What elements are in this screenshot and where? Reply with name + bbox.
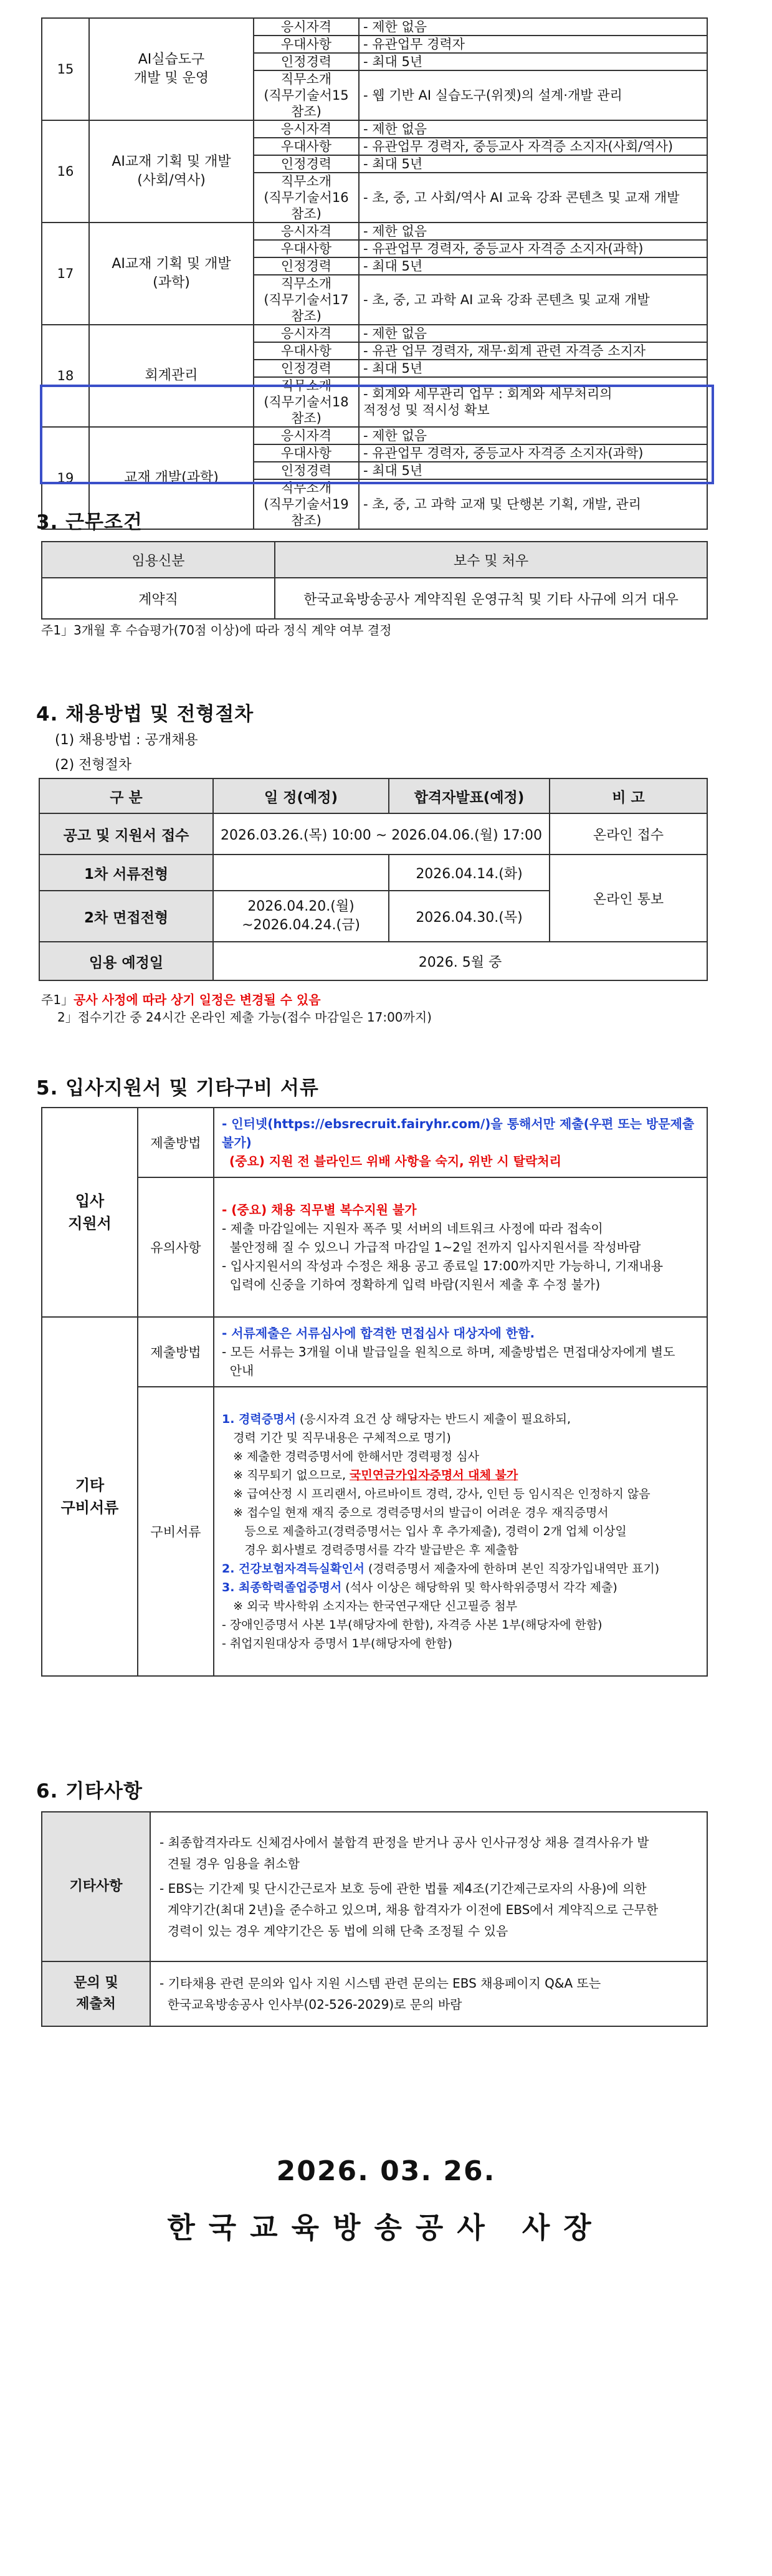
recruit-item-value: - 제한 없음 [359,223,707,240]
other-docs-label: 기타 구비서류 [42,1317,138,1676]
recruit-item-value: - 유관 업무 경력자, 재무·회계 관련 자격증 소지자 [359,342,707,360]
doc-item-1-line-6: ※ 접수일 현재 재직 중으로 경력증명서의 발급이 어려운 경우 재직증명서 등으로 제출하고(경력증명서는 입사 후 추가제출), 경력이 2개 업체 이상일 경우 회사별로 경력증명서를 각각 발급받은 후 제출함 [233,1506,627,1557]
col-employment-type: 임용신분 [42,542,275,578]
submit-method-label: 제출방법 [138,1108,214,1177]
doc-item-1-line-4a: ※ 직무퇴기 없으므로, [222,1468,350,1482]
contact-content: - 기타채용 관련 문의와 입사 지원 시스템 관련 문의는 EBS 채용페이지 Q&A 또는 한국교육방송공사 인사부(02-526-2029)로 문의 바람 [150,1961,707,2026]
recruit-item-value: - 최대 5년 [359,360,707,377]
recruit-method: (1) 채용방법 : 공개채용 [55,732,198,748]
recruit-item-label: 우대사항 [254,342,359,360]
doc-item-2-rest: (경력증명서 제출자에 한하며 본인 직장가입내역만 표기) [364,1562,660,1576]
recruit-item-value: - 초, 중, 고 과학 교재 및 단행본 기획, 개발, 관리 [359,479,707,529]
employment-type-value: 계약직 [42,578,275,619]
doc-item-2-head: 2. 건강보험자격득실확인서 [222,1562,365,1576]
doc-item-1-line-5: ※ 급여산정 시 프리랜서, 아르바이트 경력, 강사, 인턴 등 임시직은 인정하지 않음 [222,1487,650,1501]
recruitment-table [41,17,708,530]
caution-line-3: - 입사지원서의 작성과 수정은 채용 공고 종료일 17:00까지만 가능하니, 기재내용 입력에 신중을 기하여 정확하게 입력 바람(지원서 제출 후 수정 불가) [222,1258,664,1292]
recruit-item-value: - 최대 5년 [359,155,707,173]
recruit-row [42,18,707,36]
recruit-item-label: 응시자격 [254,325,359,342]
recruit-item-value: - 최대 5년 [359,462,707,479]
recruit-item-value: - 최대 5년 [359,53,707,70]
recruit-item-value: - 제한 없음 [359,120,707,138]
doc-item-1-head: 1. 경력증명서 [222,1412,296,1426]
doc-item-5: - 취업지원대상자 증명서 1부(해당자에 한함) [222,1637,452,1650]
recruit-row [42,223,707,240]
recruit-item-label: 우대사항 [254,138,359,155]
interview-date-start: 2026.04.20.(월) [247,899,355,914]
recruit-item-label: 인정경력 [254,257,359,275]
sched-note-1-prefix: 주1」 [41,992,74,1007]
recruit-item-value: - 유관업무 경력자, 중등교사 자격증 소지자(과학) [359,240,707,257]
caution-line-1: - (중요) 채용 직무별 복수지원 불가 [222,1202,417,1217]
recruit-item-label: 인정경력 [254,53,359,70]
recruit-number: 17 [42,223,89,325]
recruit-item-label: 응시자격 [254,120,359,138]
etc-line-2: - EBS는 기간제 및 단시간근로자 보호 등에 관한 법률 제4조(기간제근로자의 사용)에 의한 계약기간(최대 2년)을 준수하고 있으며, 채용 합격자가 이전에 EBS에서 계약직으로 근무한 경력이 있는 경우 계약기간은 동 법에 의해 단축 조정될 수 있음 [160,1881,659,1938]
doc-item-1 [222,1410,699,1429]
doc-item-3-head: 3. 최종학력졸업증명서 [222,1581,342,1594]
process-heading: (2) 전형절차 [55,757,132,773]
caution-label: 유의사항 [138,1177,214,1317]
sched-notify: 온라인 통보 [550,855,707,942]
doc-item-1-line-2: 경력 기간 및 직무내용은 구체적으로 명기) [222,1431,451,1445]
recruit-item-value: - 유관업무 경력자, 중등교사 자격증 소지자(사회/역사) [359,138,707,155]
sched-row-doc-date [213,855,389,891]
sched-row-apply-label: 공고 및 지원서 접수 [39,813,213,855]
sched-row-interview-date [213,891,389,942]
sched-row-doc-label: 1차 서류전형 [39,855,213,891]
submit-line-2: (중요) 지원 전 블라인드 위배 사항을 숙지, 위반 시 탈락처리 [229,1154,561,1169]
other-submit-content [214,1317,707,1387]
doc-item-3 [222,1578,699,1597]
recruit-item-value: - 초, 중, 고 사회/역사 AI 교육 강좌 콘텐츠 및 교재 개발 [359,173,707,223]
recruit-item-label: 인정경력 [254,360,359,377]
doc-item-3-rest: (석사 이상은 해당학위 및 학사학위증명서 각각 제출) [341,1581,617,1594]
footer-organization: 한국교육방송공사 사장 [167,2211,605,2244]
sched-row-apply-date: 2026.03.26.(목) 10:00 ~ 2026.04.06.(월) 17:00 [213,813,550,855]
recruit-row [42,427,707,444]
doc-item-1-line-3: ※ 제출한 경력증명서에 한해서만 경력평정 심사 [222,1450,479,1463]
sched-row-apply-note: 온라인 접수 [550,813,707,855]
sched-col-note: 비 고 [550,778,707,813]
sched-note-1 [41,990,321,1008]
section-4-title: 4. 채용방법 및 전형절차 [36,703,254,725]
sched-row-start-date: 2026. 5월 중 [213,942,707,980]
recruit-item-label: 직무소개 (직무기술서15 참조) [254,70,359,120]
recruit-number: 16 [42,120,89,223]
recruit-row [42,120,707,138]
submit-line-1: - 인터넷(https://ebsrecruit.fairyhr.com/)을 통해서만 제출(우편 또는 방문제출 불가) [222,1116,695,1150]
sched-row-doc-announce: 2026.04.14.(화) [389,855,550,891]
col-pay: 보수 및 처우 [275,542,707,578]
recruit-item-value: - 최대 5년 [359,257,707,275]
required-docs-label: 구비서류 [138,1387,214,1676]
work-note: 주1」3개월 후 수습평가(70점 이상)에 따라 정식 계약 여부 결정 [41,623,392,638]
contact-label: 문의 및 제출처 [42,1961,150,2026]
work-conditions-table [41,541,708,620]
sched-row-start-label: 임용 예정일 [39,942,213,980]
submit-method-content [214,1108,707,1177]
recruit-item-label: 응시자격 [254,18,359,36]
etc-content [150,1812,707,1961]
recruit-job-name: AI실습도구 개발 및 운영 [89,18,254,120]
recruit-item-label: 직무소개 (직무기술서16 참조) [254,173,359,223]
doc-item-3-line-2: ※ 외국 박사학위 소지자는 한국연구재단 신고필증 첨부 [222,1599,518,1613]
recruit-item-label: 인정경력 [254,155,359,173]
doc-item-1-rest: (응시자격 요건 상 해당자는 반드시 제출이 필요하되, [295,1412,571,1426]
recruit-item-value: - 회계와 세무관리 업무 : 회계와 세무처리의 적정성 및 적시성 확보 [359,377,707,427]
recruit-item-value: - 웹 기반 AI 실습도구(위젯)의 설계·개발 관리 [359,70,707,120]
sched-row-interview-label: 2차 면접전형 [39,891,213,942]
required-docs-content [214,1387,707,1676]
recruit-item-value: - 유관업무 경력자 [359,36,707,53]
sched-note-1-text: 공사 사정에 따라 상기 일정은 변경될 수 있음 [74,992,321,1007]
other-submit-label: 제출방법 [138,1317,214,1387]
recruit-item-value: - 초, 중, 고 과학 AI 교육 강좌 콘텐츠 및 교재 개발 [359,275,707,325]
doc-item-2 [222,1559,699,1578]
doc-item-1-line-4 [222,1466,699,1485]
other-submit-line-1: - 서류제출은 서류심사에 합격한 면접심사 대상자에 한함. [222,1326,535,1341]
recruit-number: 19 [42,427,89,529]
sched-col-date: 일 정(예정) [213,778,389,813]
recruit-job-name: 교재 개발(과학) [89,427,254,529]
recruit-item-label: 직무소개 (직무기술서18 참조) [254,377,359,427]
recruit-job-name: 회계관리 [89,325,254,427]
recruit-job-name: AI교재 기획 및 개발 (과학) [89,223,254,325]
schedule-table [39,778,708,981]
etc-table [41,1811,708,2027]
recruit-item-value: - 제한 없음 [359,325,707,342]
recruit-number: 15 [42,18,89,120]
recruit-number: 18 [42,325,89,427]
recruit-item-label: 우대사항 [254,240,359,257]
recruit-row [42,325,707,342]
recruit-item-value: - 제한 없음 [359,18,707,36]
recruit-item-label: 우대사항 [254,444,359,462]
pay-value: 한국교육방송공사 계약직원 운영규칙 및 기타 사규에 의거 대우 [275,578,707,619]
recruit-item-label: 응시자격 [254,427,359,444]
sched-col-announce: 합격자발표(예정) [389,778,550,813]
recruit-item-label: 우대사항 [254,36,359,53]
section-5-title: 5. 입사지원서 및 기타구비 서류 [36,1077,319,1099]
section-6-title: 6. 기타사항 [36,1780,143,1803]
caution-line-2: - 제출 마감일에는 지원자 폭주 및 서버의 네트워크 사정에 따라 접속이 불안정해 질 수 있으니 가급적 마감일 1~2일 전까지 입사지원서를 작성바람 [222,1221,641,1255]
caution-content [214,1177,707,1317]
documents-table [41,1107,708,1677]
recruit-item-label: 직무소개 (직무기술서17 참조) [254,275,359,325]
sched-row-interview-announce: 2026.04.30.(목) [389,891,550,942]
other-submit-line-2: - 모든 서류는 3개월 이내 발급일을 원칙으로 하며, 제출방법은 면접대상자에게 별도 안내 [222,1344,675,1378]
recruit-item-label: 인정경력 [254,462,359,479]
interview-date-end: ~2026.04.24.(금) [242,917,360,933]
recruit-item-value: - 제한 없음 [359,427,707,444]
application-label: 입사 지원서 [42,1108,138,1317]
recruit-job-name: AI교재 기획 및 개발 (사회/역사) [89,120,254,223]
recruit-item-value: - 유관업무 경력자, 중등교사 자격증 소지자(과학) [359,444,707,462]
footer-date: 2026. 03. 26. [276,2155,496,2187]
section-3-title: 3. 근무조건 [36,511,143,534]
sched-note-2: 2」접수기간 중 24시간 온라인 제출 가능(접수 마감일은 17:00까지) [57,1010,432,1025]
etc-line-1: - 최종합격자라도 신체검사에서 불합격 판정을 받거나 공사 인사규정상 채용 결격사유가 발 견될 경우 임용을 취소함 [160,1835,649,1871]
recruit-item-label: 직무소개 (직무기술서19 참조) [254,479,359,529]
recruit-item-label: 응시자격 [254,223,359,240]
doc-item-4: - 장애인증명서 사본 1부(해당자에 한함), 자격증 사본 1부(해당자에 한함) [222,1618,603,1632]
sched-col-category: 구 분 [39,778,213,813]
etc-label: 기타사항 [42,1812,150,1961]
doc-item-1-line-4b: 국민연금가입자증명서 대체 불가 [350,1468,518,1482]
